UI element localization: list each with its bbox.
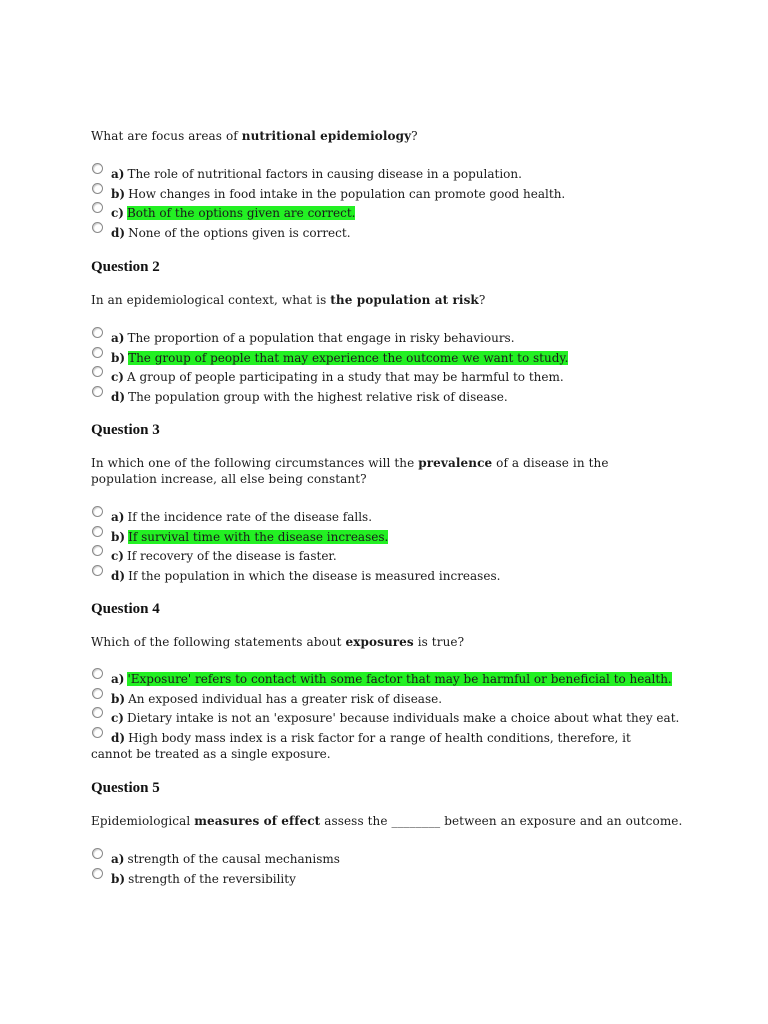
radio-button[interactable] — [92, 183, 103, 194]
radio-button[interactable] — [92, 202, 103, 213]
correct-answer-highlight: The group of people that may experience the outcome we want to study. — [128, 350, 569, 365]
question-3-text: In which one of the following circumstances will the prevalence of a disease in the population increase, all else being constant? — [91, 456, 609, 486]
radio-button[interactable] — [92, 707, 103, 718]
radio-button[interactable] — [92, 727, 103, 738]
option-q4-b[interactable]: b) An exposed individual has a greater risk of disease. — [91, 691, 676, 711]
question-5-options — [91, 851, 691, 890]
radio-button[interactable] — [92, 848, 103, 859]
correct-answer-highlight: 'Exposure' refers to contact with some factor that may be harmful or beneficial to health. — [127, 672, 672, 686]
radio-button[interactable] — [92, 545, 103, 556]
option-q2-b[interactable]: b) The group of people that may experience the outcome we want to study. — [91, 350, 691, 370]
option-q2-a[interactable]: a) The proportion of a population that engage in risky behaviours. — [91, 330, 691, 350]
radio-button[interactable] — [92, 386, 103, 397]
option-q1-c[interactable]: c) Both of the options given are correct. — [91, 205, 691, 225]
question-2-options — [91, 330, 691, 408]
option-q2-d[interactable]: d) The population group with the highest relative risk of disease. — [91, 389, 691, 409]
question-4-text: Which of the following statements about exposures is true? — [91, 635, 465, 649]
radio-button[interactable] — [92, 163, 103, 174]
option-q3-d[interactable]: d) If the population in which the disease is measured increases. — [91, 568, 691, 588]
correct-answer-highlight: Both of the options given are correct. — [126, 206, 356, 220]
option-q2-c[interactable]: c) A group of people participating in a study that may be harmful to them. — [91, 369, 691, 389]
question-5-text: Epidemiological measures of effect assess the ________ between an exposure and an outcome. — [91, 814, 683, 828]
option-q1-b[interactable]: b) How changes in food intake in the population can promote good health. — [91, 186, 691, 206]
option-q4-d[interactable]: d) High body mass index is a risk factor for a range of health conditions, therefore, it cannot be treated as a single exposure. — [91, 730, 676, 762]
question-5-title: Question 5 — [91, 780, 160, 796]
option-q5-a[interactable]: a) strength of the causal mechanisms — [91, 851, 691, 871]
question-4-options — [91, 671, 680, 762]
option-q1-a[interactable]: a) The role of nutritional factors in causing disease in a population. — [91, 166, 691, 186]
question-4-title: Question 4 — [91, 601, 160, 617]
question-3-options — [91, 509, 691, 587]
radio-button[interactable] — [92, 668, 103, 679]
radio-button[interactable] — [92, 366, 103, 377]
radio-button[interactable] — [92, 526, 103, 537]
radio-button[interactable] — [92, 868, 103, 879]
radio-button[interactable] — [92, 688, 103, 699]
radio-button[interactable] — [92, 347, 103, 358]
radio-button[interactable] — [92, 327, 103, 338]
question-3-title: Question 3 — [91, 422, 160, 438]
question-2-title: Question 2 — [91, 259, 160, 275]
option-q3-b[interactable]: b) If survival time with the disease increases. — [91, 529, 691, 549]
radio-button[interactable] — [92, 222, 103, 233]
option-q5-b[interactable]: b) strength of the reversibility — [91, 871, 691, 891]
radio-button[interactable] — [92, 565, 103, 576]
option-q3-c[interactable]: c) If recovery of the disease is faster. — [91, 548, 691, 568]
correct-answer-highlight: If survival time with the disease increases. — [128, 529, 389, 544]
radio-button[interactable] — [92, 506, 103, 517]
option-q4-a[interactable]: a) 'Exposure' refers to contact with some factor that may be harmful or beneficial to health. — [91, 671, 676, 691]
option-q1-d[interactable]: d) None of the options given is correct. — [91, 225, 691, 245]
option-q3-a[interactable]: a) If the incidence rate of the disease falls. — [91, 509, 691, 529]
option-q4-c[interactable]: c) Dietary intake is not an 'exposure' because individuals make a choice about what they eat. — [91, 710, 676, 730]
question-2-text: In an epidemiological context, what is the population at risk? — [91, 293, 486, 307]
question-1-text: What are focus areas of nutritional epidemiology? — [91, 129, 418, 143]
question-1-options — [91, 166, 691, 244]
